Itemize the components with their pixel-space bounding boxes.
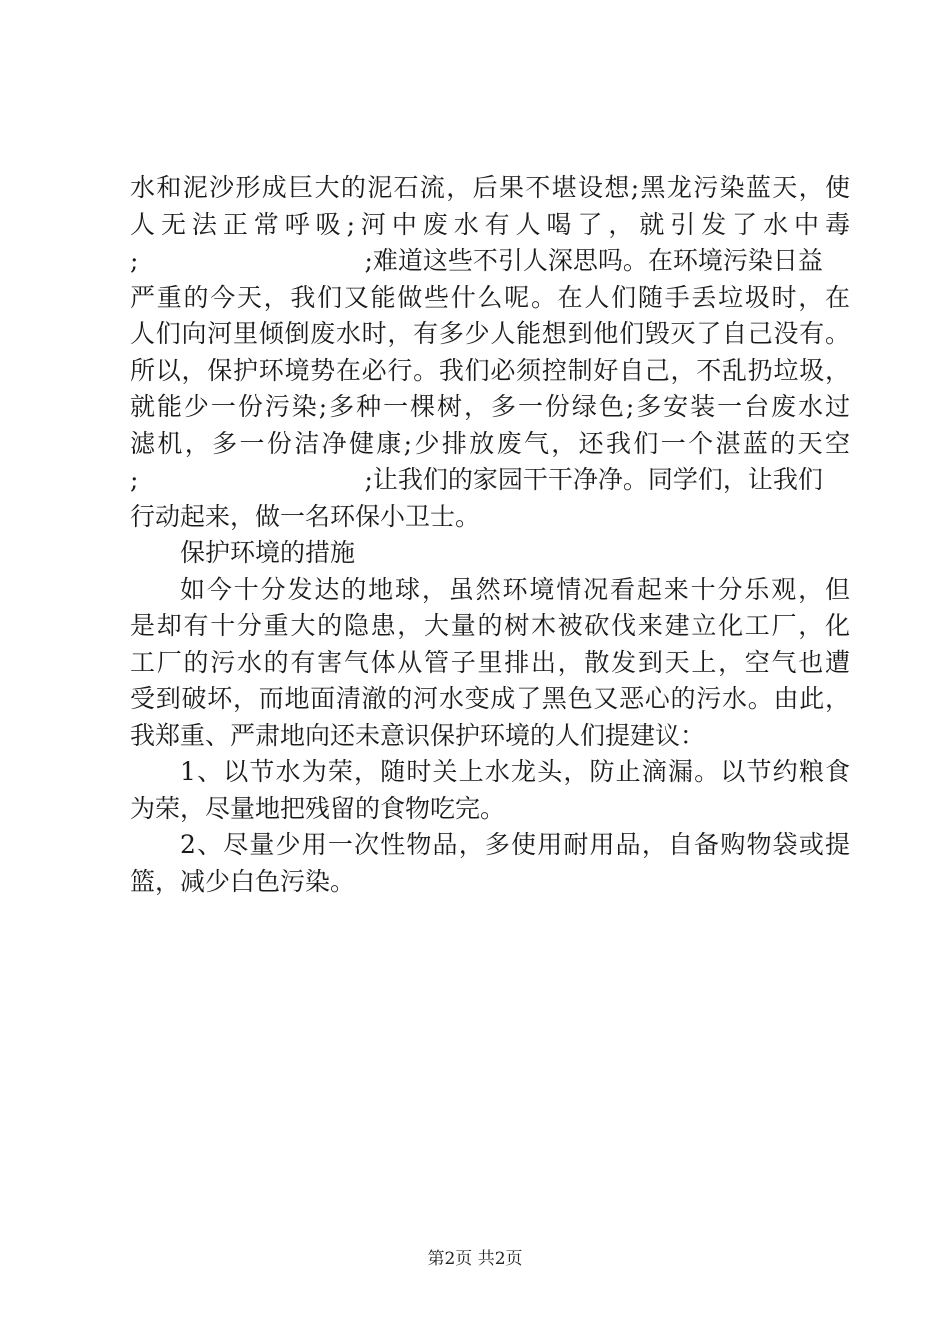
text-line: 为荣，尽量地把残留的食物吃完。 [130, 793, 506, 823]
text-line [130, 462, 850, 499]
text-line: 行动起来，做一名环保小卫士。 [130, 501, 481, 531]
text-line: 1、以节水为荣，随时关上水龙头，防止滴漏。以节约粮食 [180, 757, 850, 786]
section-heading: 保护环境的措施 [180, 538, 356, 567]
text-line: 受到破坏，而地面清澈的河水变成了黑色又恶心的污水。由此， [130, 684, 850, 713]
list-item-1 [130, 754, 850, 827]
text-line: 所以，保护环境势在必行。我们必须控制好自己，不乱扔垃圾， [130, 355, 850, 385]
text-line: 是却有十分重大的隐患，大量的树木被砍伐来建立化工厂，化 [130, 611, 850, 640]
text-line: 2、尽量少用一次性物品，多使用耐用品，自备购物袋或提 [180, 830, 850, 859]
paragraph-2 [130, 572, 850, 755]
text-line: 人无法正常呼吸;河中废水有人喝了，就引发了水中毒 [130, 209, 850, 239]
page-number-footer: 第2页 共2页 [427, 1249, 523, 1269]
text-line [130, 243, 850, 280]
paragraph-1 [130, 170, 850, 535]
text-fragment: ; [130, 246, 139, 275]
text-line: 严重的今天，我们又能做些什么呢。在人们随手丢垃圾时，在 [130, 282, 850, 312]
list-item-2 [130, 827, 850, 900]
text-fragment: ;难道这些不引人深思吗。在环境污染日益 [364, 246, 823, 275]
text-line: 篮，减少白色污染。 [130, 866, 356, 896]
text-line: 滤机，多一份洁净健康;少排放废气，还我们一个湛蓝的天空 [130, 428, 850, 458]
document-body [130, 170, 850, 900]
text-line: 我郑重、严肃地向还未意识保护环境的人们提建议： [130, 720, 706, 750]
text-line: 就能少一份污染;多种一棵树，多一份绿色;多安装一台废水过 [130, 392, 850, 421]
text-line: 工厂的污水的有害气体从管子里排出，散发到天上，空气也遭 [130, 647, 850, 677]
text-fragment: ;让我们的家园干干净净。同学们，让我们 [364, 465, 823, 494]
text-fragment: ; [130, 465, 139, 494]
text-line: 水和泥沙形成巨大的泥石流，后果不堪设想;黑龙污染蓝天，使 [130, 173, 850, 202]
text-line: 如今十分发达的地球，虽然环境情况看起来十分乐观，但 [180, 574, 850, 604]
text-line: 人们向河里倾倒废水时，有多少人能想到他们毁灭了自己没有。 [130, 319, 850, 348]
